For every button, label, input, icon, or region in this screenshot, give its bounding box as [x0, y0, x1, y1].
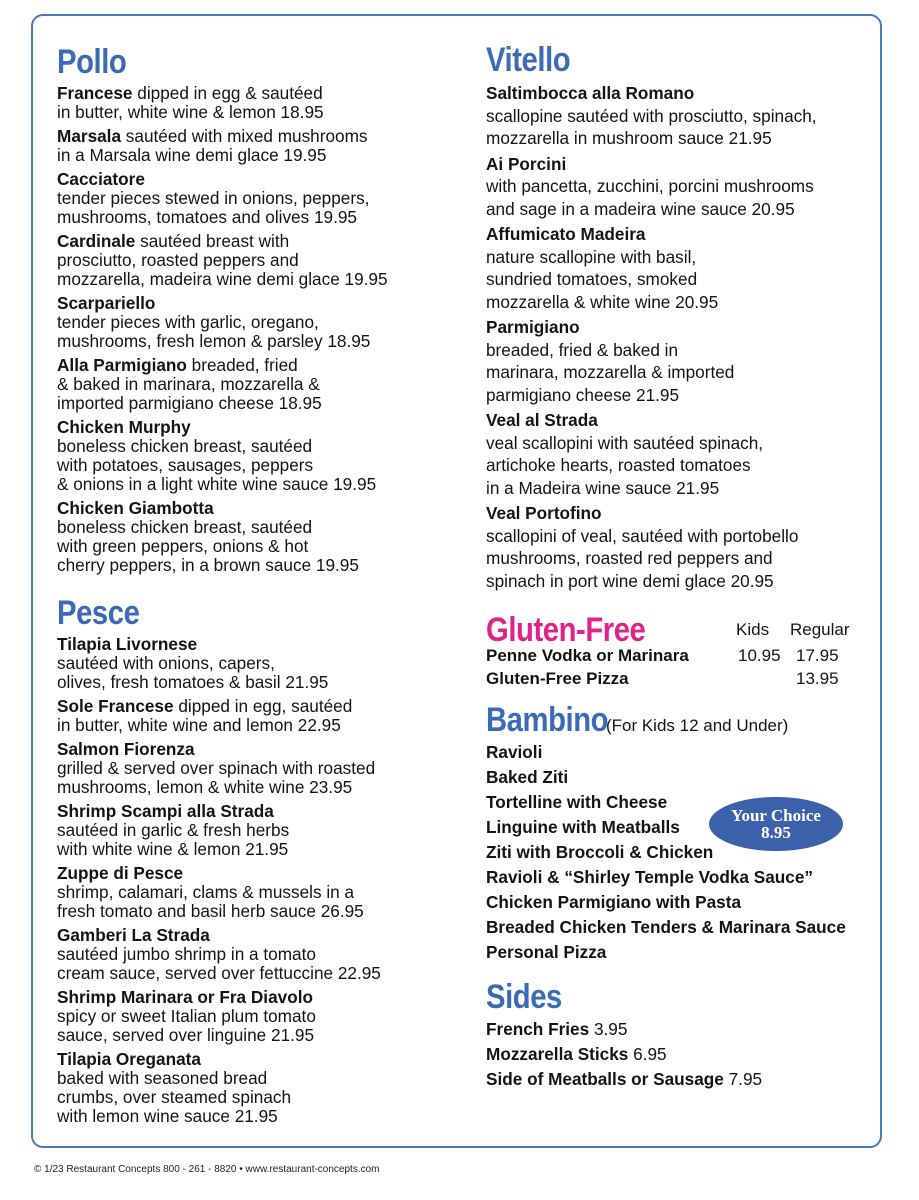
menu-item-desc: mushrooms, fresh lemon & parsley 18.95	[57, 331, 371, 351]
menu-item-desc: breaded, fried	[186, 355, 298, 375]
menu-item-desc: spicy or sweet Italian plum tomato	[57, 1006, 316, 1026]
menu-item	[57, 740, 457, 797]
menu-item-name: Sole Francese	[57, 696, 174, 716]
menu-item-desc: grilled & served over spinach with roasted	[57, 758, 376, 778]
menu-item-desc: prosciutto, roasted peppers and	[57, 250, 299, 270]
menu-item	[486, 223, 906, 313]
menu-item-desc: crumbs, over steamed spinach	[57, 1087, 292, 1107]
your-choice-badge	[709, 797, 843, 851]
gluten-free-row	[486, 644, 906, 667]
menu-item-desc: tender pieces with garlic, oregano,	[57, 312, 319, 332]
bambino-item: Linguine with Meatballs	[486, 817, 680, 837]
menu-item-name: Marsala	[57, 126, 122, 146]
bambino-item: Personal Pizza	[486, 942, 607, 962]
gluten-free-section	[486, 610, 906, 688]
menu-item-desc: olives, fresh tomatoes & basil 21.95	[57, 672, 329, 692]
menu-item	[57, 926, 457, 983]
gluten-free-rows	[486, 644, 906, 690]
bambino-section	[486, 700, 906, 965]
section-title-sides: Sides	[486, 978, 562, 1016]
menu-item-desc: dipped in egg, sautéed	[173, 696, 353, 716]
menu-item-desc: nature scallopine with basil,	[486, 246, 697, 267]
footer-copyright: © 1/23 Restaurant Concepts 800 - 261 - 8820 • www.restaurant-concepts.com	[34, 1164, 380, 1175]
menu-item-name: Tilapia Oreganata	[57, 1049, 201, 1069]
left-column	[57, 30, 457, 1131]
menu-item-name: Zuppe di Pesce	[57, 863, 184, 883]
badge-label: Your Choice	[731, 806, 821, 825]
bambino-list	[486, 740, 906, 965]
vitello-list	[486, 82, 906, 592]
side-item	[486, 1042, 906, 1067]
gluten-free-kids-price: 10.95	[738, 646, 781, 665]
menu-item-name: Saltimbocca alla Romano	[486, 83, 695, 103]
menu-item-name: Ai Porcini	[486, 153, 567, 174]
bambino-item: Ziti with Broccoli & Chicken	[486, 842, 714, 862]
menu-item-name: Parmigiano	[486, 317, 580, 337]
menu-item	[57, 356, 457, 413]
menu-item	[57, 499, 457, 575]
menu-item-desc: parmigiano cheese 21.95	[486, 384, 680, 405]
menu-item-desc: baked with seasoned bread	[57, 1068, 268, 1088]
bambino-item: Ravioli & “Shirley Temple Vodka Sauce”	[486, 867, 813, 887]
menu-item-name: Shrimp Scampi alla Strada	[57, 801, 274, 821]
menu-item-name: Tilapia Livornese	[57, 634, 198, 654]
menu-item	[57, 988, 457, 1045]
menu-item-name: Veal al Strada	[486, 410, 598, 430]
bambino-item: Tortelline with Cheese	[486, 792, 668, 812]
menu-item-desc: sautéed with mixed mushrooms	[121, 126, 368, 146]
menu-item-desc: sautéed with onions, capers,	[57, 653, 275, 673]
side-item-name: French Fries	[486, 1019, 590, 1039]
menu-item	[486, 82, 906, 150]
menu-item-desc: with green peppers, onions & hot	[57, 536, 309, 556]
bambino-item: Baked Ziti	[486, 767, 569, 787]
bambino-item: Breaded Chicken Tenders & Marinara Sauce	[486, 917, 846, 937]
menu-item-name: Affumicato Madeira	[486, 224, 646, 244]
menu-item-desc: shrimp, calamari, clams & mussels in a	[57, 882, 355, 902]
menu-item	[57, 84, 457, 122]
menu-item-desc: mozzarella in mushroom sauce 21.95	[486, 128, 772, 148]
menu-item	[57, 170, 457, 227]
section-title-pollo: Pollo	[57, 43, 127, 81]
badge-price: 8.95	[761, 823, 791, 842]
menu-item-desc: with lemon wine sauce 21.95	[57, 1106, 278, 1126]
menu-item-desc: mozzarella, madeira wine demi glace 19.95	[57, 269, 388, 289]
menu-item	[486, 316, 906, 406]
pesce-list	[57, 635, 457, 1126]
section-title-pesce: Pesce	[57, 594, 140, 632]
menu-item	[57, 418, 457, 494]
menu-item-desc: with potatoes, sausages, peppers	[57, 455, 314, 475]
menu-item-desc: mozzarella & white wine 20.95	[486, 291, 719, 312]
menu-item	[57, 802, 457, 859]
menu-item-desc: in butter, white wine & lemon 18.95	[57, 102, 324, 122]
menu-item-name: Gamberi La Strada	[57, 925, 210, 945]
menu-item-desc: veal scallopini with sautéed spinach,	[486, 432, 764, 453]
bambino-item: Ravioli	[486, 742, 543, 762]
menu-item-name: Shrimp Marinara or Fra Diavolo	[57, 987, 313, 1007]
menu-item-name: Cardinale	[57, 231, 136, 251]
menu-item-name: Cacciatore	[57, 169, 145, 189]
menu-item	[57, 697, 457, 735]
menu-item-desc: cream sauce, served over fettuccine 22.95	[57, 963, 381, 983]
gluten-free-item-name: Gluten-Free Pizza	[486, 669, 629, 688]
gluten-free-col-kids: Kids	[736, 620, 770, 639]
menu-item-desc: in a Marsala wine demi glace 19.95	[57, 145, 327, 165]
menu-item-desc: boneless chicken breast, sautéed	[57, 436, 313, 456]
menu-item	[57, 864, 457, 921]
gluten-free-regular-price: 17.95	[796, 646, 839, 665]
right-column	[486, 30, 906, 1092]
gluten-free-item-name: Penne Vodka or Marinara	[486, 646, 689, 665]
side-item-price: 3.95	[589, 1019, 628, 1039]
menu-item	[486, 409, 906, 499]
section-title-bambino: Bambino	[486, 701, 609, 739]
menu-item-name: Alla Parmigiano	[57, 355, 187, 375]
menu-item	[486, 502, 906, 592]
menu-item-desc: mushrooms, lemon & white wine 23.95	[57, 777, 353, 797]
menu-item-name: Chicken Murphy	[57, 417, 191, 437]
menu-item-name: Francese	[57, 83, 133, 103]
menu-item-desc: sundried tomatoes, smoked	[486, 269, 698, 289]
menu-item	[57, 1050, 457, 1126]
menu-item-name: Veal Portofino	[486, 503, 602, 523]
menu-item-desc: spinach in port wine demi glace 20.95	[486, 570, 774, 591]
menu-item-desc: imported parmigiano cheese 18.95	[57, 393, 322, 413]
sides-section	[486, 977, 906, 1092]
side-item	[486, 1067, 906, 1092]
menu-item	[57, 635, 457, 692]
menu-item-desc: scallopini of veal, sautéed with portobello	[486, 525, 799, 546]
menu-item-desc: & baked in marinara, mozzarella &	[57, 374, 320, 394]
sides-list	[486, 1017, 906, 1092]
menu-item-desc: in butter, white wine and lemon 22.95	[57, 715, 341, 735]
side-item	[486, 1017, 906, 1042]
gluten-free-col-regular: Regular	[790, 620, 850, 639]
menu-item-desc: with white wine & lemon 21.95	[57, 839, 289, 859]
menu-item	[57, 294, 457, 351]
pollo-list	[57, 84, 457, 575]
menu-item-desc: sautéed in garlic & fresh herbs	[57, 820, 290, 840]
menu-item-desc: cherry peppers, in a brown sauce 19.95	[57, 555, 359, 575]
menu-item-desc: in a Madeira wine sauce 21.95	[486, 477, 720, 498]
menu-item-desc: fresh tomato and basil herb sauce 26.95	[57, 901, 364, 921]
menu-item-desc: scallopine sautéed with prosciutto, spinach,	[486, 105, 817, 126]
menu-item	[486, 153, 906, 221]
menu-item-name: Scarpariello	[57, 293, 156, 313]
section-title-gluten-free: Gluten-Free	[486, 611, 646, 649]
menu-item-desc: mushrooms, roasted red peppers and	[486, 548, 773, 568]
menu-item-desc: and sage in a madeira wine sauce 20.95	[486, 198, 795, 219]
side-item-name: Mozzarella Sticks	[486, 1044, 629, 1064]
menu-item-name: Chicken Giambotta	[57, 498, 214, 518]
menu-item-desc: & onions in a light white wine sauce 19.95	[57, 474, 377, 494]
side-item-price: 6.95	[628, 1044, 667, 1064]
menu-item-desc: tender pieces stewed in onions, peppers,	[57, 188, 370, 208]
menu-item-name: Salmon Fiorenza	[57, 739, 195, 759]
menu-item-desc: artichoke hearts, roasted tomatoes	[486, 455, 751, 475]
menu-item-desc: breaded, fried & baked in	[486, 339, 679, 360]
menu-item-desc: boneless chicken breast, sautéed	[57, 517, 313, 537]
side-item-name: Side of Meatballs or Sausage	[486, 1069, 724, 1089]
menu-item-desc: sautéed jumbo shrimp in a tomato	[57, 944, 316, 964]
menu-item	[57, 232, 457, 289]
bambino-item: Chicken Parmigiano with Pasta	[486, 892, 742, 912]
menu-item-desc: marinara, mozzarella & imported	[486, 362, 735, 382]
menu-item-desc: sauce, served over linguine 21.95	[57, 1025, 315, 1045]
menu-item	[57, 127, 457, 165]
menu-item-desc: with pancetta, zucchini, porcini mushrooms	[486, 176, 814, 196]
menu-item-desc: mushrooms, tomatoes and olives 19.95	[57, 207, 357, 227]
menu-item-desc: dipped in egg & sautéed	[132, 83, 323, 103]
gluten-free-row	[486, 667, 906, 690]
gluten-free-regular-price: 13.95	[796, 669, 839, 688]
side-item-price: 7.95	[723, 1069, 763, 1089]
section-title-vitello: Vitello	[486, 41, 571, 79]
bambino-age-note: (For Kids 12 and Under)	[605, 716, 789, 735]
menu-item-desc: sautéed breast with	[135, 231, 290, 251]
